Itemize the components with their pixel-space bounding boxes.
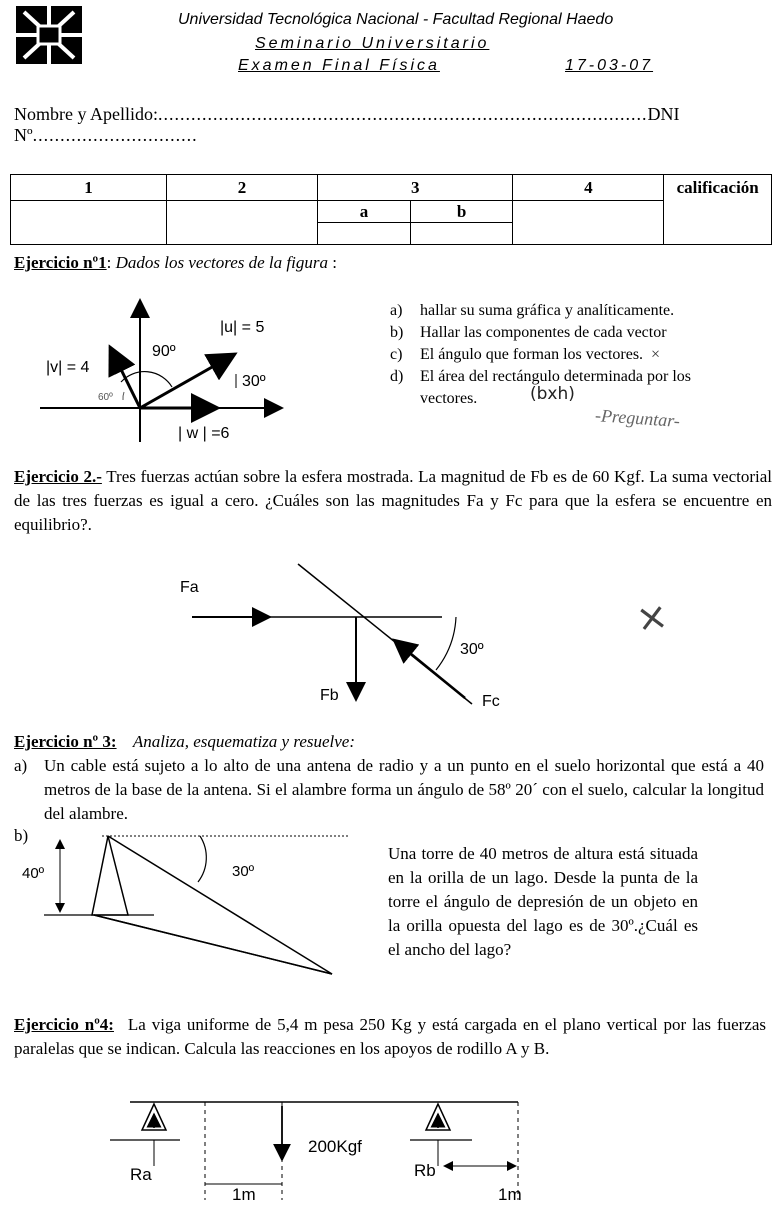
label-w: | w | =6 xyxy=(178,425,230,442)
label-force: 200Kgf xyxy=(308,1137,362,1156)
ex1-intro-colon: : xyxy=(327,253,337,272)
ex4-text xyxy=(14,1013,766,1061)
ex1-questions xyxy=(390,300,765,410)
label-fb: Fb xyxy=(320,687,339,704)
force-fc-arrow xyxy=(394,640,465,698)
ex3-a-text: Un cable está sujeto a lo alto de una antena de radio y a un punto en el suelo horizontal que está a 40 metros de la base de la antena. Si el alambre forma un ángulo de 58º 20´ con el suelo, calcular la longitud del alambre. xyxy=(44,756,764,823)
col-header-2: 2 xyxy=(167,175,318,201)
ex3-a-letter: a) xyxy=(14,756,28,775)
col-sub-b: b xyxy=(410,201,512,223)
ex3-title: Ejercicio nº 3: xyxy=(14,732,117,751)
line-of-sight xyxy=(108,836,332,974)
ex1-heading xyxy=(14,253,337,273)
ex3-tower-figure xyxy=(14,832,360,982)
ex1-vector-figure xyxy=(20,292,320,452)
ex4-body: La viga uniforme de 5,4 m pesa 250 Kg y está cargada en el plano vertical por las fuerzas paralelas que se indican. Calcula las reacciones en los apoyos de rodillo A y B. xyxy=(14,1015,766,1058)
label-v: |v| = 4 xyxy=(46,359,90,376)
label-30: 30º xyxy=(460,641,484,658)
score-cell-1[interactable] xyxy=(11,201,167,245)
grade-table xyxy=(10,174,772,245)
ex4-beam-figure xyxy=(100,1092,530,1207)
label-30: 30º xyxy=(232,863,255,880)
lake-line xyxy=(94,915,332,974)
ex1-title: Ejercicio nº1 xyxy=(14,253,107,272)
depression-angle-arc xyxy=(198,836,206,882)
support-a xyxy=(110,1104,180,1166)
vector-u xyxy=(140,354,235,408)
score-cell-3b[interactable] xyxy=(410,223,512,245)
university-logo xyxy=(14,4,84,66)
seminar-title: Seminario Universitario xyxy=(255,35,490,52)
score-cell-4[interactable] xyxy=(513,201,664,245)
ex2-text xyxy=(14,465,772,537)
ex3-heading xyxy=(14,732,355,752)
name-line xyxy=(14,104,774,146)
label-fa: Fa xyxy=(180,579,199,596)
ex1-item-b: b) Hallar las componentes de cada vector xyxy=(390,324,667,341)
label-60: 60º xyxy=(98,392,113,403)
note-preguntar: -Preguntar- xyxy=(594,405,681,431)
label-fc: Fc xyxy=(482,693,500,710)
label-90: 90º xyxy=(152,343,176,360)
dni-field[interactable]: .............................. xyxy=(32,125,198,145)
ex3-intro: Analiza, esquematiza y resuelve: xyxy=(132,732,356,751)
angle-arc-30 xyxy=(436,617,456,670)
ex4-title: Ejercicio nº4: xyxy=(14,1015,114,1034)
dni-label: DNI Nº xyxy=(14,104,680,145)
university-name: Universidad Tecnológica Nacional - Facultad Regional Haedo xyxy=(178,11,614,28)
score-cell-3a[interactable] xyxy=(318,223,411,245)
label-dim1: 1m xyxy=(232,1185,256,1204)
handwritten-x-mark: × xyxy=(651,346,661,363)
ex1-item-c: c) El ángulo que forman los vectores. × xyxy=(390,344,765,366)
ex2-title: Ejercicio 2.- xyxy=(14,467,102,486)
ex2-body: Tres fuerzas actúan sobre la esfera mostrada. La magnitud de Fb es de 60 Kgf. La suma vectorial de las tres fuerzas es igual a cero. ¿Cuáles son las magnitudes Fa y Fc para que la esfera se encuentre en equilibrio?. xyxy=(14,467,772,534)
score-cell-2[interactable] xyxy=(167,201,318,245)
ex3-b-letter: b) xyxy=(14,826,29,845)
label-height: 40º xyxy=(22,865,45,882)
handwritten-x-mark: × xyxy=(633,592,671,642)
name-label: Nombre y Apellido: xyxy=(14,104,158,124)
label-dim2: 1m xyxy=(498,1185,522,1204)
angle-arc-60 xyxy=(123,392,124,400)
col-header-3: 3 xyxy=(318,175,513,201)
ex1-item-d: d) El área del rectángulo determinada por los vectores. xyxy=(390,368,691,407)
ex2-force-figure xyxy=(170,560,530,720)
col-header-4: 4 xyxy=(513,175,664,201)
exam-title: Examen Final Física xyxy=(238,57,440,74)
label-ra: Ra xyxy=(130,1165,152,1184)
exam-date: 17-03-07 xyxy=(565,57,654,74)
tower xyxy=(92,836,128,915)
ex1-item-a: a) hallar su suma gráfica y analíticamente. xyxy=(390,302,675,319)
col-header-1: 1 xyxy=(11,175,167,201)
col-sub-a: a xyxy=(318,201,411,223)
ex1-colon: : xyxy=(106,253,116,272)
ex1-intro: Dados los vectores de la figura xyxy=(115,253,328,272)
label-30: 30º xyxy=(242,373,266,390)
label-rb: Rb xyxy=(414,1161,436,1180)
grade-header: calificación xyxy=(664,175,772,245)
name-field[interactable]: ......................................................................................... xyxy=(157,104,648,124)
label-u: |u| = 5 xyxy=(220,319,265,336)
support-b xyxy=(410,1104,472,1166)
note-bxh: (bxh) xyxy=(530,384,575,404)
ex3-b-text: Una torre de 40 metros de altura está situada en la orilla de un lago. Desde la punta de la torre el ángulo de depresión de un objeto en la orilla opuesta del lago es de 30º.¿Cuál es el ancho del lago? xyxy=(388,844,698,959)
